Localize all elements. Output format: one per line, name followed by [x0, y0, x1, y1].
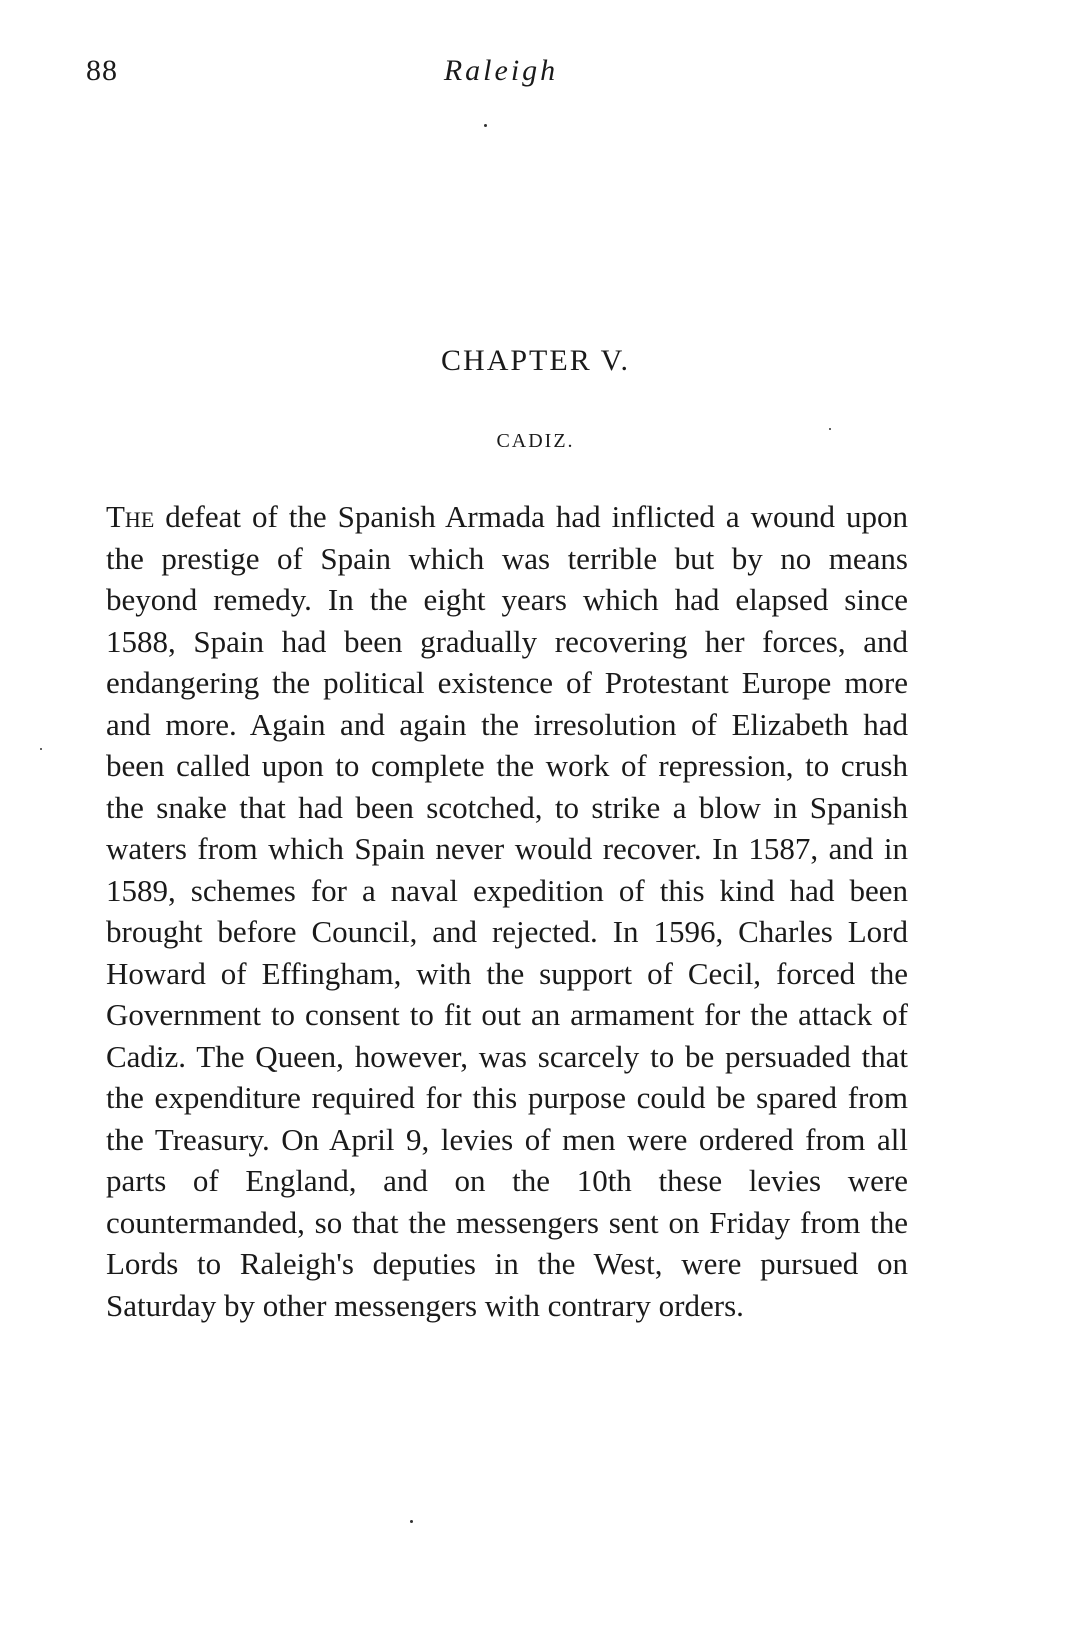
opening-word: The: [106, 499, 155, 534]
chapter-subtitle: CADIZ.: [496, 430, 575, 452]
print-speck: [484, 124, 487, 127]
running-head: Raleigh: [443, 54, 559, 87]
page-header: [86, 54, 916, 104]
chapter-title: CHAPTER V.: [441, 344, 630, 377]
print-speck: [410, 1520, 413, 1523]
body-paragraph: [106, 496, 908, 1326]
paragraph-text: defeat of the Spanish Armada had inflicted a wound upon the prestige of Spain which was terrible but by no means beyond remedy. In the eight years which had elapsed since 1588, Spain had been gradually recovering her forces, and endangering the political existence of Protestant Europe more and more. Again and again the irresolution of Elizabeth had been called upon to complete the work of repression, to crush the snake that had been scotched, to strike a blow in Spanish waters from which Spain never would recover. In 1587, and in 1589, schemes for a naval expedition of this kind had been brought before Council, and rejected. In 1596, Charles Lord Howard of Effingham, with the support of Cecil, forced the Government to consent to fit out an armament for the attack of Cadiz. The Queen, however, was scarcely to be persuaded that the expenditure required for this purpose could be spared from the Treasury. On April 9, levies of men were ordered from all parts of England, and on the 10th these levies were countermanded, so that the messengers sent on Friday from the Lords to Raleigh's deputies in the West, were pursued on Saturday by other messengers with contrary orders.: [106, 499, 908, 1323]
print-speck: [829, 428, 831, 430]
page-number: 88: [86, 54, 118, 87]
print-speck: [40, 748, 42, 750]
